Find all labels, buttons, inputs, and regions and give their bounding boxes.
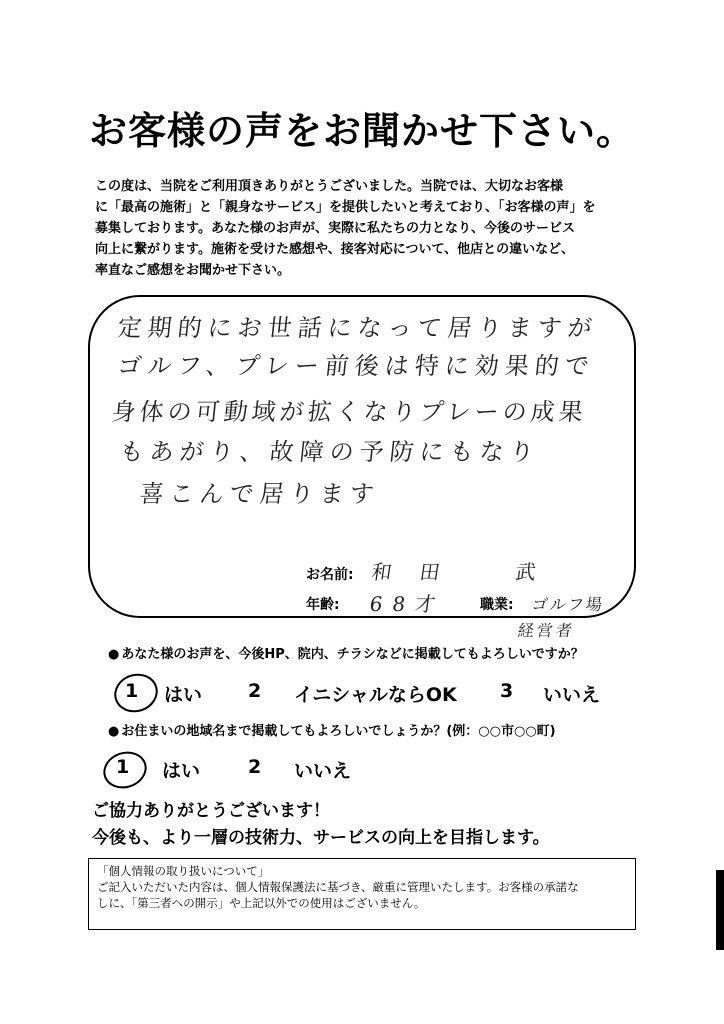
privacy-heading: 「個人情報の取り扱いについて」 [97, 864, 270, 878]
q2-text [108, 720, 556, 739]
job-value-2: 経営者 [516, 621, 577, 640]
bullet-icon: ● [108, 724, 120, 739]
comment-line: 定期的にお世話になって居りますが [116, 314, 600, 342]
name-label: お名前: [306, 567, 354, 583]
comment-line: 喜こんで居ります [138, 480, 382, 508]
intro-line: 率直なご感想をお聞かせ下さい。 [95, 263, 291, 278]
q1-option-1-number[interactable]: 1 [125, 680, 139, 702]
job-label: 職業: [480, 597, 514, 613]
intro-line: 向上に繋がります。施術を受けた感想や、接客対応について、他店との違いなど、 [95, 242, 575, 257]
q1-option-3-number[interactable]: 3 [500, 680, 514, 702]
q1-text [108, 643, 584, 662]
q1-option-2-number[interactable]: 2 [248, 680, 262, 702]
q2-options [0, 756, 724, 786]
thanks-message [92, 798, 550, 852]
q1-option-2-label[interactable]: イニシャルならOK [294, 684, 457, 706]
comment-line: 身体の可動域が拡くなりプレーの成果 [110, 398, 589, 426]
q2-option-1-number[interactable]: 1 [116, 756, 130, 778]
job-value: ゴルフ場 [530, 595, 606, 614]
age-label: 年齢: [306, 597, 340, 613]
q2-label: お住まいの地域名まで掲載してもよろしいでしょうか？(例：○○市○○町) [121, 724, 556, 739]
q1-options [0, 680, 724, 710]
age-value: 68才 [368, 592, 447, 616]
privacy-line: しに、「第三者への開示」や上記以外での使用はございません。 [97, 896, 426, 910]
intro-paragraph [95, 176, 655, 281]
q1-option-3-label[interactable]: いいえ [543, 684, 601, 706]
intro-line: に「最高の施術」と「親身なサービス」を提供したいと考えており、「お客様の声」を [95, 200, 596, 215]
thanks-line: ご協力ありがとうございます！ [92, 801, 330, 821]
q1-option-1-label[interactable]: はい [164, 684, 203, 706]
q2-option-1-label[interactable]: はい [162, 760, 201, 782]
scan-edge-mark [716, 870, 724, 950]
q1-label: あなた様のお声を、今後HP、院内、チラシなどに掲載してもよろしいですか？ [121, 647, 584, 662]
comment-line: ゴルフ、プレー前後は特に効果的で [116, 352, 597, 380]
privacy-line: ご記入いただいた内容は、個人情報保護法に基づき、厳重に管理いたします。お客様の承諾な [97, 880, 579, 894]
thanks-line: 今後も、より一層の技術力、サービスの向上を目指します。 [92, 828, 550, 848]
comment-line: もあがり、故障の予防にもなり [118, 438, 542, 466]
q2-option-2-number[interactable]: 2 [248, 756, 262, 778]
name-value: 和田 武 [370, 560, 566, 584]
page-title: お客様の声をお聞かせ下さい。 [88, 109, 635, 153]
privacy-notice [88, 858, 636, 930]
bullet-icon: ● [108, 647, 120, 662]
intro-line: この度は、当院をご利用頂きありがとうございました。当院では、大切なお客様 [95, 179, 564, 194]
intro-line: 募集しております。あなた様のお声が、実際に私たちの力となり、今後のサービス [95, 221, 575, 236]
q2-option-2-label[interactable]: いいえ [294, 760, 352, 782]
